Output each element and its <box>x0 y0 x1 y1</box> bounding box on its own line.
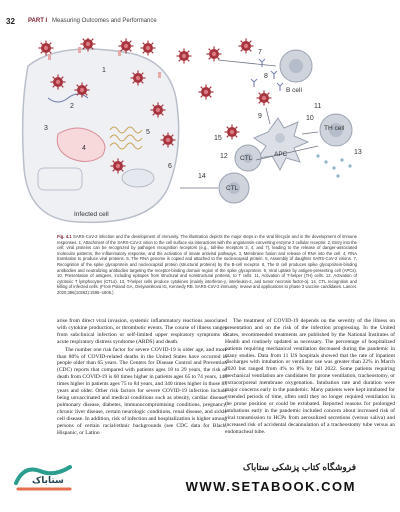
setabook-logo <box>10 459 78 495</box>
figure-label-10: 10 <box>306 115 314 122</box>
part-title: Measuring Outcomes and Performance <box>52 18 157 24</box>
figure-label-13: 13 <box>354 149 362 156</box>
infected-cell-label: Infected cell <box>74 211 109 218</box>
figure-label-5: 5 <box>146 129 150 136</box>
b-cell-label: B cell <box>286 87 302 94</box>
figure-label-2: 2 <box>70 103 74 110</box>
apc-label: APC <box>274 151 288 158</box>
figure-label-3: 3 <box>44 125 48 132</box>
figure-label-8: 8 <box>264 73 268 80</box>
right-column <box>225 318 395 436</box>
figure-label-4: 4 <box>82 145 86 152</box>
figure-label-15: 15 <box>214 135 222 142</box>
figure-label-14: 14 <box>198 173 206 180</box>
figure-label-11: 11 <box>314 103 322 110</box>
figure-caption-label: Fig. 4.1 <box>57 234 72 239</box>
figure-caption-text: SARS-CoV-2 infection and the development of immunity. The illustration depicts the major steps in the viral lifecycle and in the development of immune responses. 1, Attachment of the SARS-CoV-2 virion to the cell surface via interactions with the angiotensin-converting enzyme 2 cellular receptor. 2, Entry into the cell; viral proteins can be recognized by pathogen recognition receptors (e.g., toll-like receptors 3, 4, and 7), leading to the release of danger-associated molecular patterns, the inflammatory response, and the activation of innate antiviral pathways. 3, Membrane fusion and release of RNA into the cell. 4, RNA translation to produce viral proteins. 5, The RNA genome is copied and attached to the nucleocapsid protein. 6, Assembly of daughter SARS-CoV-2 virions. 7, Recognition of the spike glycoprotein and nucleocapsid protein (structural proteins) by the B-cell receptor. 8, The B cell produces spike glycoprotein-binding antibodies and neutralizing antibodies targeting the receptor-binding domain region of the spike glycoprotein. 9, Viral uptake by antigen-presenting cell (APCs). 10, Presentation of antigens, including epitopes from structural and nonstructural proteins, to T cells. 11, Activation of T-helper (TH) cells. 12, Activation of cytotoxic T lymphocytes (CTLs). 13, T-helper cells produce cytokines (mainly interferon-γ, interleukin-2, and tumor necrosis factor-α). 14, CTL recognition and killing of infected cells. (From Poland GA, Ovsyannikova IG, Kennedy RB. SARS-CoV-2 immunity: review and applications to phase 3 vaccine candidates. Lancet. 2020;396(10262):1595–1606.) <box>57 234 357 295</box>
part-label: PART I <box>28 18 48 24</box>
brand-persian-text: فروشگاه کتاب پزشکی ستاباک <box>242 462 356 472</box>
right-paragraph-1: The treatment of COVID-19 depends on the severity of the illness on presentation and on the risk of the infection progressing. In the United States, recommended treatments are published by the National Institutes of Health and routinely updated as necessary. The percentage of hospitalized patients requiring mechanical ventilation decreased during the pandemic in many studies. Data from 11 US hospitals showed that the rate of inpatient discharges with intubation or ventilator use was greater than 22% in March 2020 but ranged from 4% to 8% by fall 2022. Some patients requiring mechanical ventilation are candidates for prone ventilation, tracheostomy, or extracorporeal membrane oxygenation. Intubation rate and duration were major concerns early in the pandemic. Many patients were kept intubated for extended periods of time, often until they no longer required ventilation in the prone position or could be extubated. Reported reasons for prolonged intubations early in the pandemic included concern about increased risk of viral transmission to HCPs from aerosolized secretions (versus saliva) and increased risk of accidental decannulation of a tracheostomy tube versus an endotracheal tube. <box>225 318 395 435</box>
left-paragraph-1: arise from direct viral invasion, systemic inflammatory reactions associated with cytokine production, or thrombotic events. The course of illness ranges from subclinical infection or self-limited upper respiratory symptoms to acute respiratory distress syndrome (ARDS) and death. <box>57 318 227 345</box>
figure-label-6: 6 <box>168 163 172 170</box>
ctl-label-b: CTL <box>240 155 253 162</box>
figure-caption <box>57 234 357 296</box>
figure-illustration <box>18 38 368 230</box>
th-cell-label: TH cell <box>324 125 345 132</box>
ctl-label-a: CTL <box>226 185 239 192</box>
page-number: 32 <box>6 17 15 26</box>
brand-url: WWW.SETABOOK.COM <box>185 479 356 494</box>
left-column <box>57 318 227 437</box>
page-header <box>6 17 394 29</box>
figure-label-1: 1 <box>102 67 106 74</box>
left-paragraph-2: The number one risk factor for severe COVID-19 is older age, and more than 80% of COVID-related deaths in the United States have occurred in people older than 65 years. The Centers for Disease Control and Prevention (CDC) reports that compared with patients ages 18 to 29 years, the risk of death from COVID-19 is 60 times higher in patients ages 65 to 74 years, 140 times higher in patients ages 75 to 84 years, and 340 times higher in those 85 years and older. Other risk factors for severe COVID-19 infection include being unvaccinated and medical conditions such as obesity, cardiac disease, pulmonary disease, diabetes, immunocompromising conditions, pregnancy, chronic liver disease, certain neurologic conditions, renal disease, and sickle cell disease. In addition, risk of infection and hospitalization is higher among persons of certain racial/ethnic backgrounds (see CDC data for Black, Hispanic, or Latino <box>57 346 227 436</box>
figure-label-9: 9 <box>258 113 262 120</box>
figure-label-12: 12 <box>220 153 228 160</box>
figure-label-7: 7 <box>258 49 262 56</box>
logo-text: ستاباک <box>32 476 64 486</box>
